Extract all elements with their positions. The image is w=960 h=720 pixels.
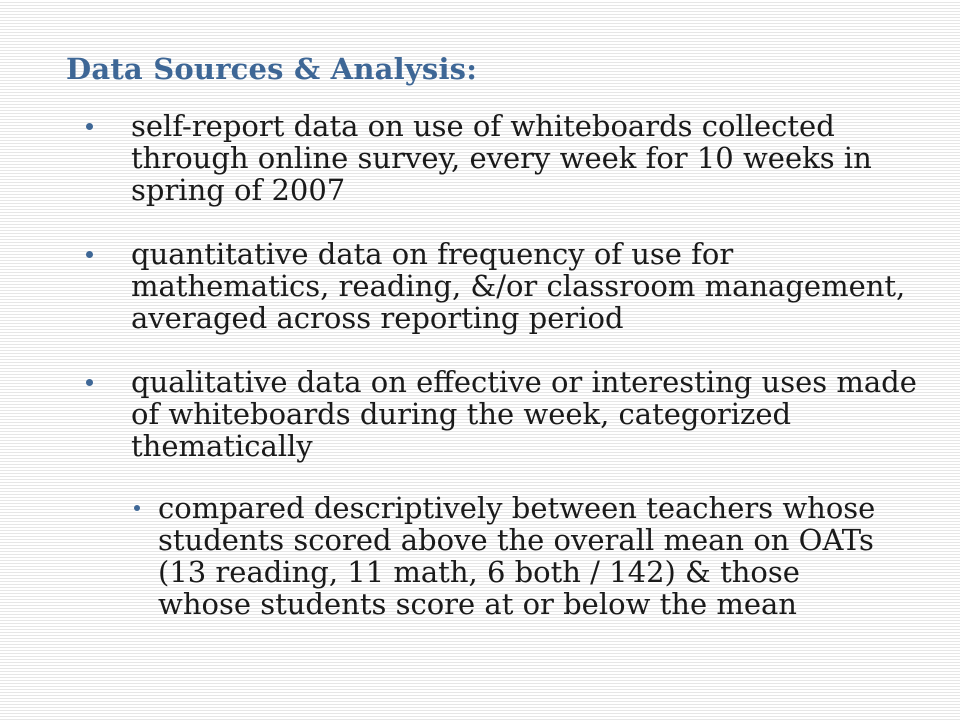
- bullet-text: quantitative data on frequency of use for mathematics, reading, &/or classroom management, averaged across reporting period: [131, 237, 906, 335]
- bullet-dot-icon: [86, 251, 93, 258]
- bullet-text: qualitative data on effective or interesting uses made of whiteboards during the week, categorized thematically: [131, 365, 917, 463]
- sub-bullet-text: compared descriptively between teachers whose students scored above the overall mean on OATs (13 reading, 11 math, 6 both / 142) & those whose students score at or below the mean: [158, 491, 876, 621]
- bullet-item-quantitative: [131, 238, 931, 334]
- sub-bullet-item-comparison: [158, 492, 898, 620]
- bullet-dot-icon: [86, 379, 93, 386]
- slide-title: Data Sources & Analysis:: [66, 52, 478, 86]
- bullet-dot-icon: [86, 123, 93, 130]
- bullet-item-survey: [131, 110, 931, 206]
- sub-bullet-dot-icon: [134, 505, 140, 511]
- bullet-item-qualitative: [131, 366, 931, 462]
- bullet-text: self-report data on use of whiteboards collected through online survey, every week for 10 weeks in spring of 2007: [131, 109, 872, 207]
